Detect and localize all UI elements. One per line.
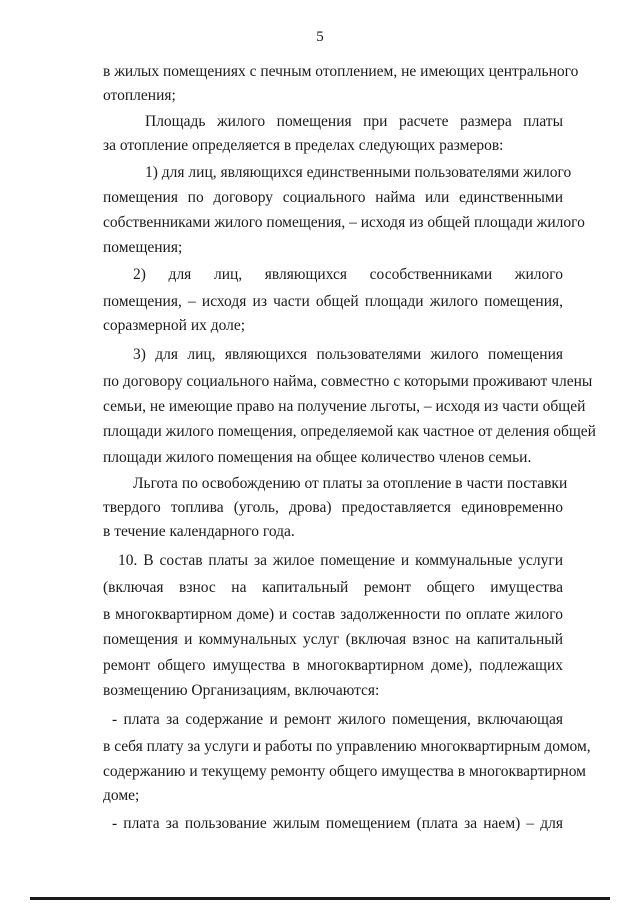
text-line: собственниками жилого помещения, – исходя из общей площади жилого [103, 214, 585, 231]
text-line: Площадь жилого помещения при расчете размера платы [145, 113, 563, 130]
text-line: в жилых помещениях с печным отоплением, не имеющих центрального [103, 63, 579, 80]
text-line: - плата за пользование жилым помещением (плата за наем) – для [112, 815, 563, 832]
text-line: за отопление определяется в пределах следующих размеров: [103, 137, 504, 154]
text-line: Льгота по освобождению от платы за отопление в части поставки [133, 475, 568, 492]
text-line: помещения по договору социального найма или единственными [103, 189, 563, 206]
text-line: (включая взнос на капитальный ремонт общего имущества [103, 579, 563, 596]
bottom-rule [30, 897, 610, 900]
text-line: площади жилого помещения, определяемой как частное от деления общей [103, 423, 596, 440]
text-line: соразмерной их доле; [103, 317, 246, 334]
text-line: 10. В состав платы за жилое помещение и коммунальные услуги [118, 552, 563, 569]
page-number: 5 [316, 29, 324, 45]
text-line: доме; [103, 787, 140, 804]
text-line: содержанию и текущему ремонту общего имущества в многоквартирном [103, 763, 586, 780]
text-line: возмещению Организациям, включаются: [103, 682, 380, 699]
text-line: 2) для лиц, являющихся сособственниками жилого [133, 266, 563, 283]
text-line: помещения, – исходя из части общей площади жилого помещения, [103, 293, 563, 310]
text-line: по договору социального найма, совместно с которыми проживают члены [103, 373, 593, 390]
text-line: ремонт общего имущества в многоквартирном доме), подлежащих [103, 657, 563, 674]
text-line: отопления; [103, 87, 176, 104]
text-line: в себя плату за услуги и работы по управлению многоквартирным домом, [103, 738, 591, 755]
text-line: в течение календарного года. [103, 523, 295, 540]
text-line: в многоквартирном доме) и состав задолженности по оплате жилого [103, 606, 563, 623]
text-line: 3) для лиц, являющихся пользователями жилого помещения [133, 346, 563, 363]
text-line: помещения и коммунальных услуг (включая взнос на капитальный [103, 631, 563, 648]
text-line: 1) для лиц, являющихся единственными пользователями жилого [145, 164, 572, 181]
text-line: помещения; [103, 239, 183, 256]
text-line: - плата за содержание и ремонт жилого помещения, включающая [112, 711, 563, 728]
text-line: семьи, не имеющие право на получение льготы, – исходя из части общей [103, 398, 586, 415]
text-line: твердого топлива (уголь, дрова) предоставляется единовременно [103, 499, 563, 516]
text-line: площади жилого помещения на общее количество членов семьи. [103, 449, 532, 466]
